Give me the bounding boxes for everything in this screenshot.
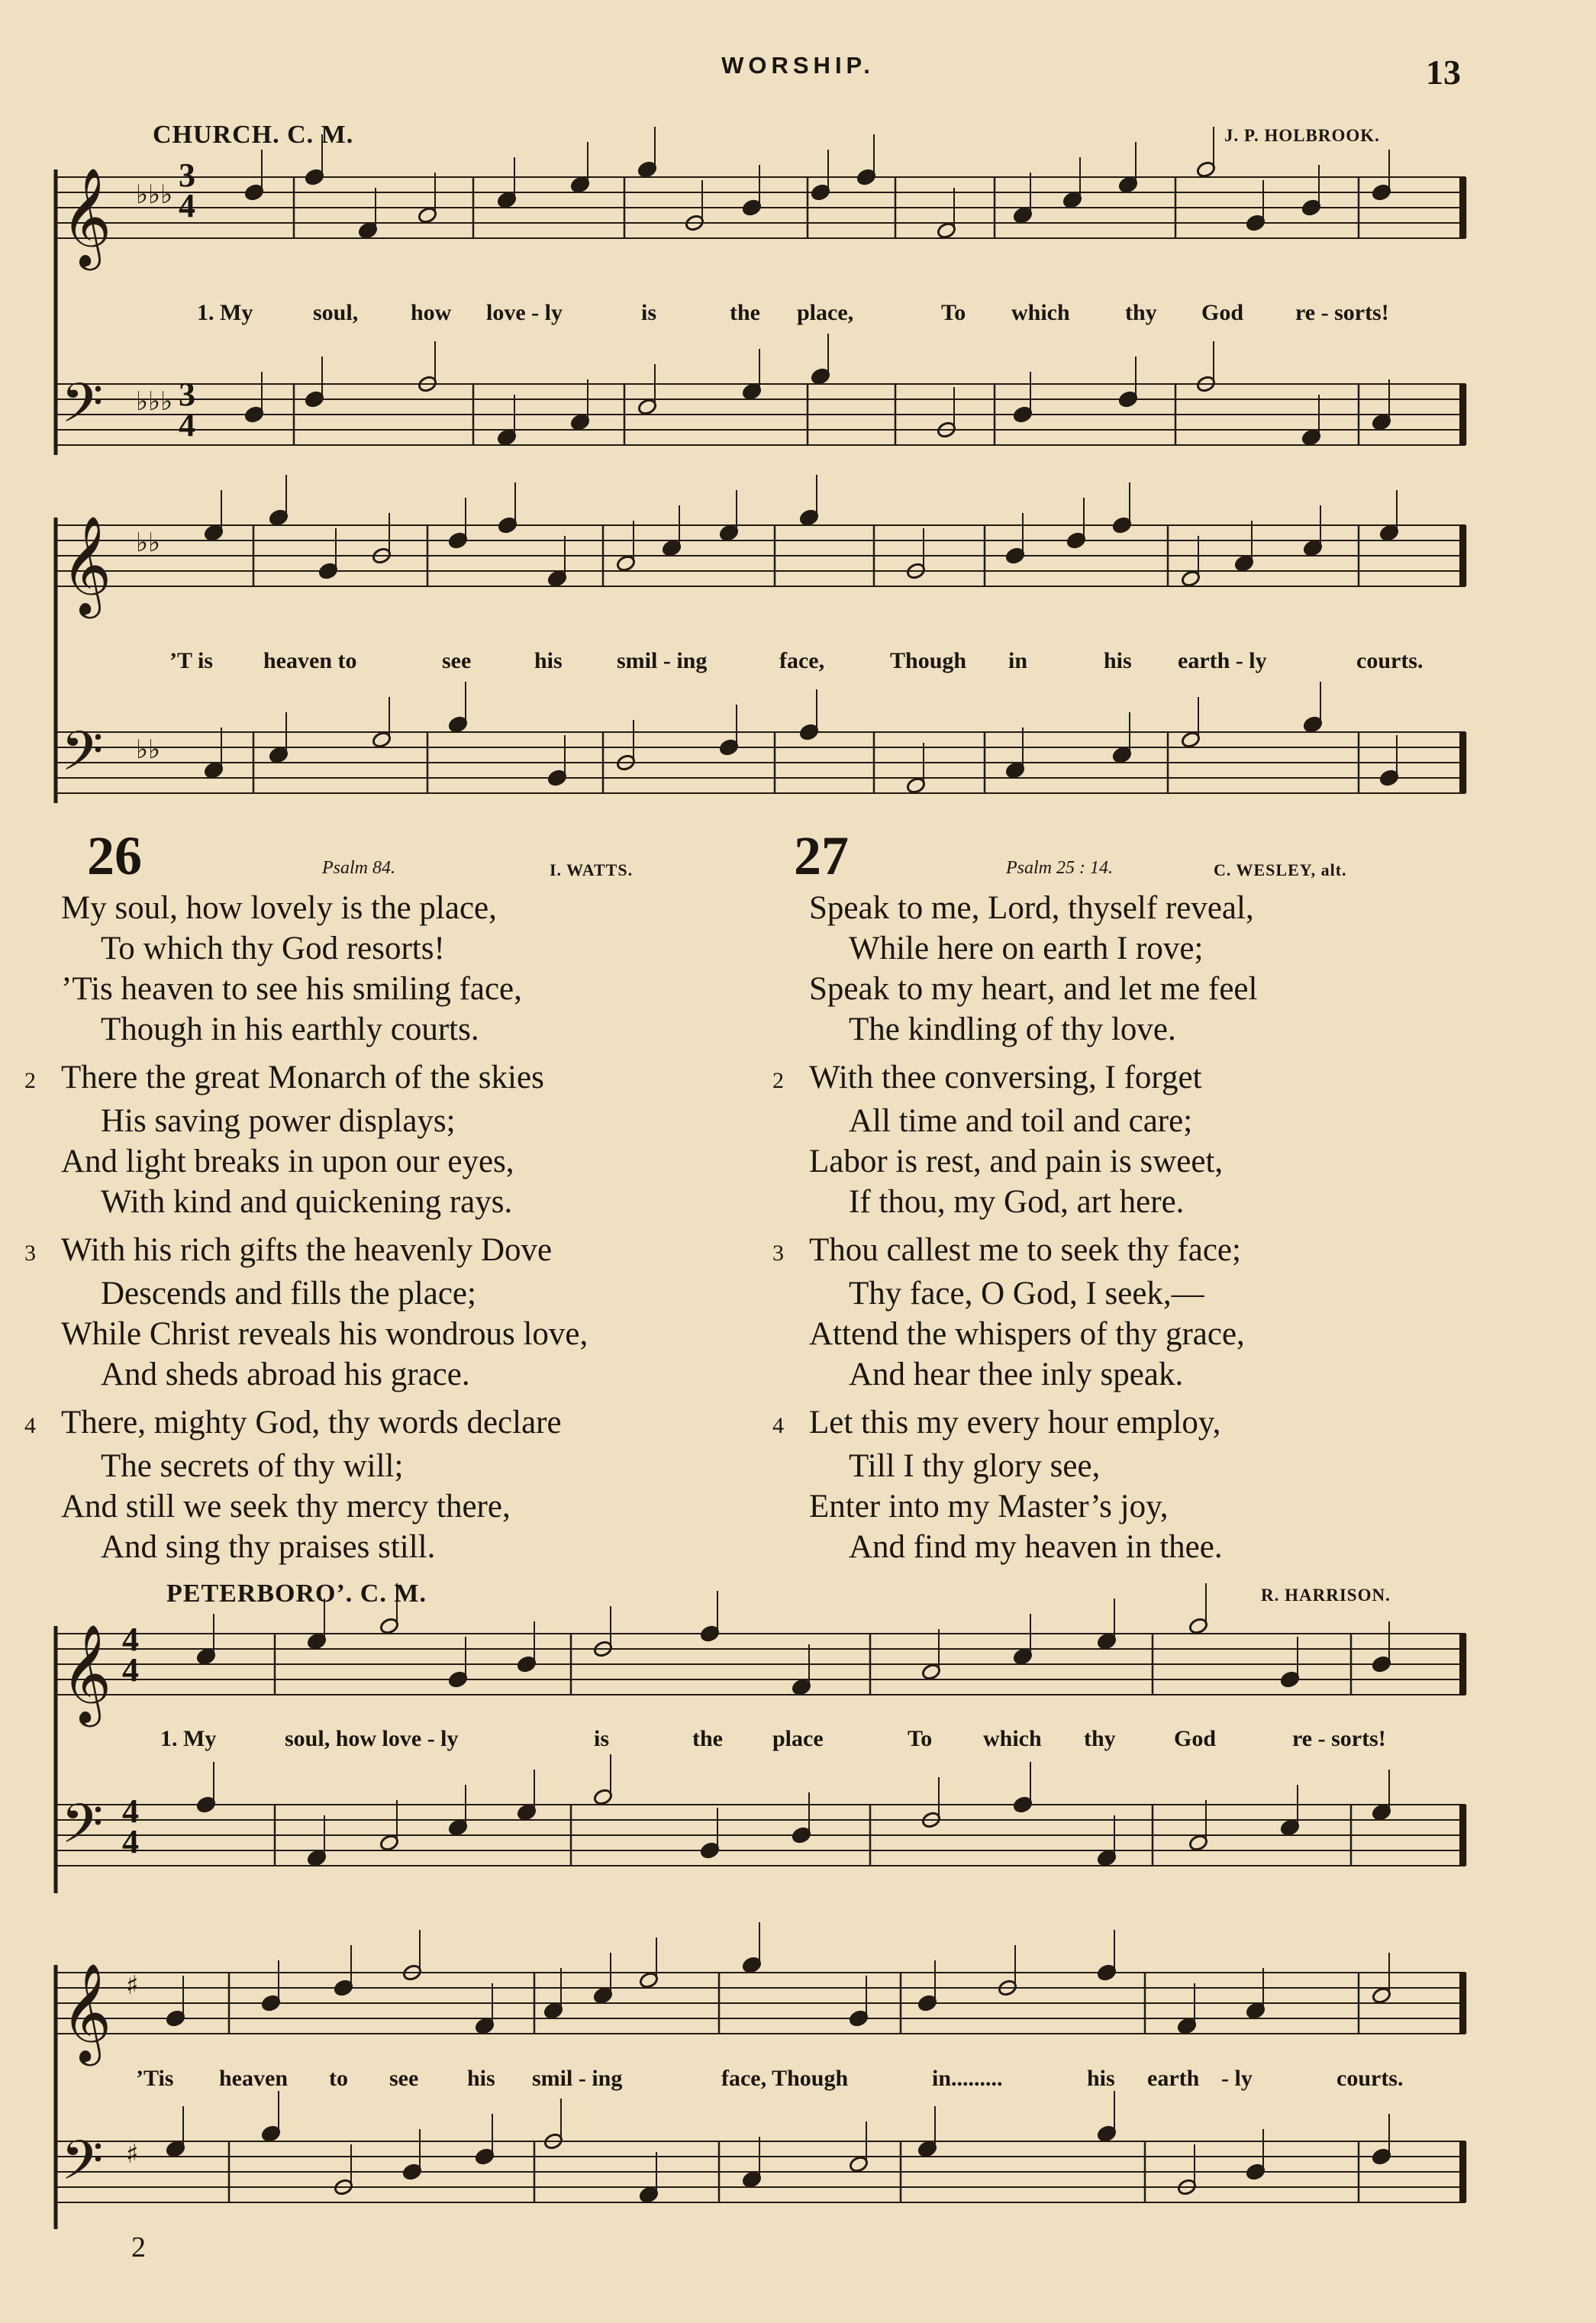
verse-text: Descends and fills the place; bbox=[101, 1276, 476, 1312]
verse-text: Thy face, O God, I seek,— bbox=[849, 1276, 1204, 1312]
lyric-syllable: To bbox=[941, 300, 966, 325]
verse-text: Labor is rest, and pain is sweet, bbox=[809, 1144, 1224, 1179]
final-barline bbox=[1459, 177, 1465, 238]
verse-line bbox=[809, 1141, 1257, 1182]
lyric-syllable: his bbox=[467, 2066, 495, 2091]
hymn-26-author: I. WATTS. bbox=[550, 860, 634, 879]
verse-line bbox=[809, 1009, 1257, 1050]
verse-text: With his rich gifts the heavenly Dove bbox=[61, 1232, 553, 1268]
lyric-syllable: heaven bbox=[219, 2066, 288, 2091]
stanza-number: 3 bbox=[24, 1241, 36, 1266]
verse-line bbox=[772, 1057, 1257, 1101]
lyric-syllable: earth bbox=[1147, 2066, 1200, 2091]
lyric-syllable: in bbox=[1008, 648, 1028, 673]
lyric-syllable: see bbox=[442, 648, 472, 673]
verse-text: Speak to me, Lord, thyself reveal, bbox=[809, 890, 1254, 926]
verse-text: The secrets of thy will; bbox=[101, 1448, 404, 1484]
verse-text: And sing thy praises still. bbox=[101, 1529, 436, 1565]
verse-line bbox=[809, 1486, 1257, 1527]
verse-text: Till I thy glory see, bbox=[849, 1448, 1101, 1484]
lyric-syllable: courts. bbox=[1356, 648, 1424, 673]
lyric-syllable: thy bbox=[1125, 300, 1157, 325]
lyric-syllable: to bbox=[329, 2066, 348, 2091]
hymn-number-26: 26 bbox=[87, 825, 142, 886]
verse-text: While here on earth I rove; bbox=[849, 931, 1204, 966]
lyric-syllable: is bbox=[594, 1726, 610, 1751]
verse-line bbox=[61, 1527, 588, 1567]
verse-text: There the great Monarch of the skies bbox=[61, 1060, 544, 1095]
stanza-number: 4 bbox=[772, 1413, 784, 1438]
verse-text: Attend the whispers of thy grace, bbox=[809, 1316, 1245, 1352]
bass-clef-icon: 𝄢 bbox=[61, 720, 104, 796]
bass-clef-icon: 𝄢 bbox=[61, 1792, 104, 1869]
page-number: 13 bbox=[1426, 53, 1461, 92]
verse-text: To which thy God resorts! bbox=[101, 931, 445, 966]
lyric-syllable: in......... bbox=[932, 2066, 1003, 2091]
verse-text: The kindling of thy love. bbox=[849, 1011, 1176, 1047]
final-barline bbox=[1459, 1973, 1465, 2034]
verse-line bbox=[61, 1182, 588, 1222]
lyric-syllable: Though bbox=[890, 648, 967, 673]
lyric-syllable: which bbox=[983, 1726, 1042, 1751]
treble-clef-icon: 𝄞 bbox=[61, 515, 112, 615]
time-sig-church-bass: 3 4 bbox=[179, 376, 196, 444]
verse-line bbox=[61, 1354, 588, 1395]
lyric-syllable: ’Tis bbox=[136, 2066, 174, 2091]
verse-text: And find my heaven in thee. bbox=[849, 1529, 1223, 1565]
verse-line bbox=[61, 969, 588, 1009]
key-signature-sharp: ♯ bbox=[126, 1970, 139, 2001]
treble-clef-icon: 𝄞 bbox=[61, 1963, 112, 2062]
verse-text: Though in his earthly courts. bbox=[101, 1011, 479, 1047]
lyric-syllable: courts. bbox=[1336, 2066, 1404, 2091]
composer-church: J. P. HOLBROOK. bbox=[1224, 126, 1380, 145]
lyric-syllable: face, bbox=[779, 648, 825, 673]
treble-clef-icon: 𝄞 bbox=[61, 167, 112, 266]
lyric-syllable: 1. My bbox=[197, 300, 253, 325]
verse-line bbox=[809, 888, 1257, 928]
verse-line bbox=[61, 888, 588, 928]
lyric-syllable: his bbox=[534, 648, 563, 673]
hymn-26-text bbox=[24, 888, 588, 1567]
verse-text: And sheds abroad his grace. bbox=[101, 1357, 470, 1392]
bass-clef-icon: 𝄢 bbox=[61, 372, 104, 448]
lyric-syllable: To bbox=[908, 1726, 933, 1751]
lyric-syllable: the bbox=[730, 300, 760, 325]
lyric-syllable: heaven to bbox=[263, 648, 357, 673]
lyric-syllable: - ly bbox=[1221, 2066, 1253, 2091]
key-signature-flats: ♭♭♭ bbox=[136, 179, 173, 210]
hymn-26-reference: Psalm 84. bbox=[322, 858, 395, 878]
lyric-syllable: the bbox=[692, 1726, 723, 1751]
running-head: WORSHIP. bbox=[721, 52, 875, 79]
hymn-27-author: C. WESLEY, alt. bbox=[1214, 860, 1347, 879]
lyric-syllable: his bbox=[1104, 648, 1132, 673]
tune-name-church: CHURCH. C. M. bbox=[153, 121, 354, 149]
time-sig-peterboro-bass: 4 4 bbox=[122, 1792, 140, 1860]
final-barline bbox=[1459, 1634, 1465, 1695]
verse-line bbox=[61, 1273, 588, 1314]
stanza-number: 4 bbox=[24, 1413, 36, 1438]
treble-clef-icon: 𝄞 bbox=[61, 1624, 112, 1723]
lyric-syllable: 1. My bbox=[160, 1726, 217, 1751]
verse-line bbox=[61, 1446, 588, 1486]
lyric-syllable: re - sorts! bbox=[1292, 1726, 1386, 1751]
lyric-syllable: place bbox=[772, 1726, 824, 1751]
verse-text: Enter into my Master’s joy, bbox=[809, 1489, 1169, 1524]
lyric-syllable: love - ly bbox=[486, 300, 563, 325]
verse-text: With kind and quickening rays. bbox=[101, 1184, 513, 1220]
verse-line bbox=[809, 928, 1257, 969]
final-barline bbox=[1459, 2141, 1465, 2202]
verse-line bbox=[809, 1182, 1257, 1222]
time-sig-church-treble: 3 4 bbox=[179, 156, 196, 224]
stanza-number: 3 bbox=[772, 1241, 784, 1266]
verse-text: And light breaks in upon our eyes, bbox=[61, 1144, 514, 1179]
verse-line bbox=[772, 1402, 1257, 1446]
lyric-syllable: how bbox=[411, 300, 452, 325]
verse-line bbox=[809, 1101, 1257, 1141]
lyric-syllable: re - sorts! bbox=[1295, 300, 1389, 325]
lyric-syllable: God bbox=[1174, 1726, 1217, 1751]
lyric-syllable: which bbox=[1011, 300, 1070, 325]
verse-text: All time and toil and care; bbox=[849, 1103, 1193, 1139]
verse-line bbox=[24, 1057, 588, 1101]
final-barline bbox=[1459, 732, 1465, 793]
verse-line bbox=[809, 1446, 1257, 1486]
verse-text: Let this my every hour employ, bbox=[809, 1405, 1221, 1441]
hymn-27-reference: Psalm 25 : 14. bbox=[1006, 858, 1113, 878]
final-barline bbox=[1459, 1805, 1465, 1866]
verse-text: While Christ reveals his wondrous love, bbox=[61, 1316, 588, 1352]
verse-line bbox=[61, 928, 588, 969]
verse-line bbox=[772, 1230, 1257, 1273]
verse-text: His saving power displays; bbox=[101, 1103, 456, 1139]
hymn-number-27: 27 bbox=[794, 825, 849, 886]
verse-text: If thou, my God, art here. bbox=[849, 1184, 1185, 1220]
lyric-syllable: is bbox=[641, 300, 657, 325]
verse-line bbox=[61, 1009, 588, 1050]
stanza-number: 2 bbox=[772, 1068, 784, 1093]
lyric-syllable: smil - ing bbox=[617, 648, 708, 673]
key-signature-sharp: ♯ bbox=[126, 2139, 139, 2170]
final-barline bbox=[1459, 525, 1465, 586]
verse-text: There, mighty God, thy words declare bbox=[61, 1405, 562, 1441]
verse-line bbox=[61, 1486, 588, 1527]
verse-text: And hear thee inly speak. bbox=[849, 1357, 1184, 1392]
verse-line bbox=[61, 1314, 588, 1354]
lyric-syllable: smil - ing bbox=[532, 2066, 623, 2091]
verse-text: And still we seek thy mercy there, bbox=[61, 1489, 511, 1524]
lyric-syllable: thy bbox=[1084, 1726, 1116, 1751]
lyric-syllable: soul, how love - ly bbox=[285, 1726, 459, 1751]
time-sig-peterboro-treble: 4 4 bbox=[122, 1621, 140, 1689]
hymn-27-text bbox=[772, 888, 1258, 1567]
lyric-syllable: place, bbox=[797, 300, 854, 325]
verse-line bbox=[809, 969, 1257, 1009]
verse-text: My soul, how lovely is the place, bbox=[61, 890, 497, 926]
verse-text: Speak to my heart, and let me feel bbox=[809, 971, 1258, 1007]
lyric-syllable: his bbox=[1087, 2066, 1115, 2091]
bass-clef-icon: 𝄢 bbox=[61, 2129, 104, 2205]
verse-line bbox=[809, 1354, 1257, 1395]
signature-mark: 2 bbox=[131, 2231, 146, 2263]
verse-line bbox=[809, 1273, 1257, 1314]
verse-text: Thou callest me to seek thy face; bbox=[809, 1232, 1241, 1268]
key-signature-flats: ♭♭♭ bbox=[136, 386, 173, 417]
verse-line bbox=[61, 1101, 588, 1141]
tune-name-peterboro: PETERBORO’. C. M. bbox=[166, 1579, 427, 1608]
stanza-number: 2 bbox=[24, 1068, 36, 1093]
verse-line bbox=[61, 1141, 588, 1182]
verse-line bbox=[809, 1527, 1257, 1567]
verse-line bbox=[24, 1230, 588, 1273]
lyric-syllable: earth - ly bbox=[1178, 648, 1267, 673]
composer-peterboro: R. HARRISON. bbox=[1261, 1586, 1391, 1605]
verse-text: With thee conversing, I forget bbox=[809, 1060, 1202, 1095]
lyric-syllable: God bbox=[1201, 300, 1244, 325]
lyric-syllable: soul, bbox=[313, 300, 359, 325]
verse-line bbox=[809, 1314, 1257, 1354]
verse-line bbox=[24, 1402, 588, 1446]
lyric-syllable: face, Though bbox=[721, 2066, 849, 2091]
lyric-syllable: ’T is bbox=[169, 648, 213, 673]
lyric-syllable: see bbox=[389, 2066, 419, 2091]
key-signature-flats: ♭♭ bbox=[136, 734, 161, 765]
verse-text: ’Tis heaven to see his smiling face, bbox=[61, 971, 522, 1007]
key-signature-flats: ♭♭ bbox=[136, 528, 161, 558]
final-barline bbox=[1459, 384, 1465, 445]
